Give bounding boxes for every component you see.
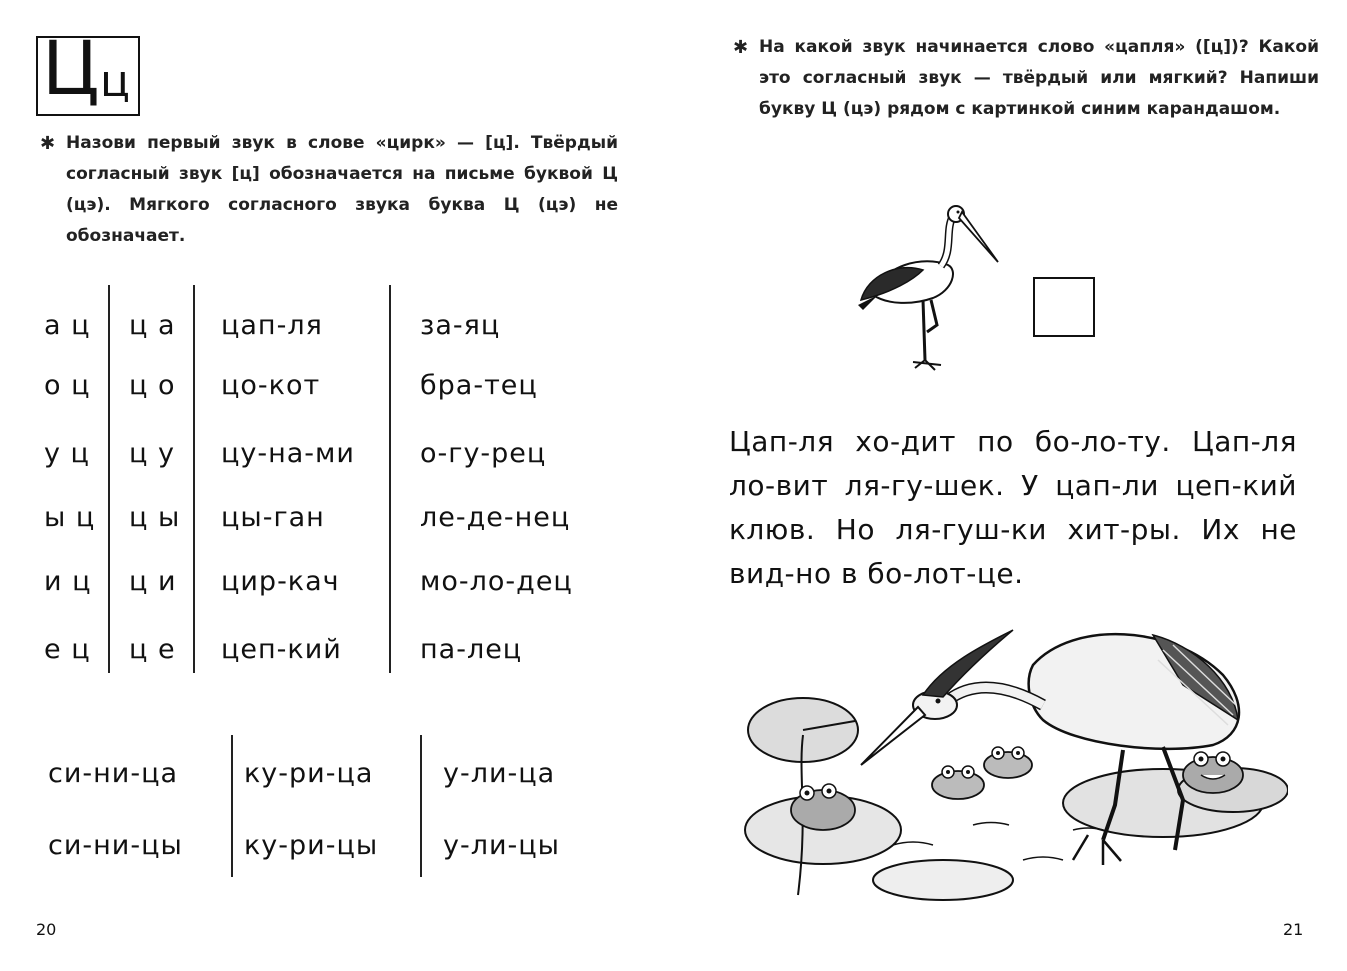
syllable-cell: ц а bbox=[129, 310, 176, 341]
star-icon: ✱ bbox=[40, 133, 56, 154]
word-cell: цир-кач bbox=[221, 566, 340, 597]
word-cell: цап-ля bbox=[221, 310, 323, 341]
right-page bbox=[673, 0, 1347, 971]
bottom-word: ку-ри-цы bbox=[244, 830, 379, 861]
word-cell: цеп-кий bbox=[221, 634, 342, 665]
table-divider-2 bbox=[193, 285, 195, 673]
syllable-cell: ц ы bbox=[129, 502, 181, 533]
word-cell: цо-кот bbox=[221, 370, 321, 401]
bottom-divider-2 bbox=[420, 735, 422, 877]
page-number-left: 20 bbox=[36, 920, 57, 939]
page-number-right: 21 bbox=[1283, 920, 1304, 939]
star-icon: ✱ bbox=[733, 37, 749, 58]
word-cell: мо-ло-дец bbox=[420, 566, 573, 597]
syllable-cell: ц о bbox=[129, 370, 176, 401]
word-cell: па-лец bbox=[420, 634, 523, 665]
syllable-cell: е ц bbox=[44, 634, 91, 665]
bottom-word: у-ли-ца bbox=[443, 758, 556, 789]
letter-box bbox=[36, 26, 140, 116]
syllable-cell: у ц bbox=[44, 438, 90, 469]
answer-box[interactable] bbox=[1033, 277, 1095, 337]
table-divider-3 bbox=[389, 285, 391, 673]
instruction-left-text: Назови первый звук в слове «цирк» — [ц]. Твёрдый согласный звук [ц] обозначается на письме буквой Ц (цэ). Мягкого согласного звука буква Ц (цэ) не обозначает. bbox=[66, 133, 618, 246]
heron-swamp-illustration bbox=[743, 625, 1288, 905]
word-cell: цу-на-ми bbox=[221, 438, 355, 469]
letter-upper: Ц bbox=[42, 26, 100, 112]
word-cell: цы-ган bbox=[221, 502, 325, 533]
syllable-cell: и ц bbox=[44, 566, 92, 597]
table-divider-1 bbox=[108, 285, 110, 673]
bottom-divider-1 bbox=[231, 735, 233, 877]
word-cell: о-гу-рец bbox=[420, 438, 547, 469]
syllable-cell: о ц bbox=[44, 370, 91, 401]
letter-lower: ц bbox=[100, 56, 130, 107]
bottom-word: у-ли-цы bbox=[443, 830, 560, 861]
word-cell: за-яц bbox=[420, 310, 501, 341]
syllable-cell: ы ц bbox=[44, 502, 96, 533]
word-cell: ле-де-нец bbox=[420, 502, 571, 533]
left-page bbox=[0, 0, 673, 971]
instruction-right-text: На какой звук начинается слово «цапля» ([ц])? Какой это согласный звук — твёрдый или мягкий? Напиши букву Ц (цэ) рядом с картинкой синим карандашом. bbox=[759, 37, 1319, 119]
word-cell: бра-тец bbox=[420, 370, 538, 401]
syllable-cell: ц е bbox=[129, 634, 176, 665]
bottom-word: си-ни-ца bbox=[48, 758, 179, 789]
instruction-right bbox=[733, 32, 1319, 125]
syllable-cell: ц у bbox=[129, 438, 175, 469]
reading-text: Цап-ля хо-дит по бо-ло-ту. Цап-ля ло-вит ля-гу-шек. У цап-ли цеп-кий клюв. Но ля-гуш-ки хит-ры. Их не вид-но в бо-лот-це. bbox=[729, 425, 1297, 590]
syllable-cell: а ц bbox=[44, 310, 91, 341]
bottom-word: ку-ри-ца bbox=[244, 758, 374, 789]
frog-icon bbox=[984, 747, 1032, 778]
bottom-word: си-ни-цы bbox=[48, 830, 183, 861]
instruction-left bbox=[40, 128, 618, 252]
syllable-cell: ц и bbox=[129, 566, 177, 597]
frog-icon bbox=[1183, 752, 1243, 793]
frog-icon bbox=[791, 784, 855, 830]
stork-illustration bbox=[853, 200, 1003, 375]
frog-icon bbox=[932, 766, 984, 799]
